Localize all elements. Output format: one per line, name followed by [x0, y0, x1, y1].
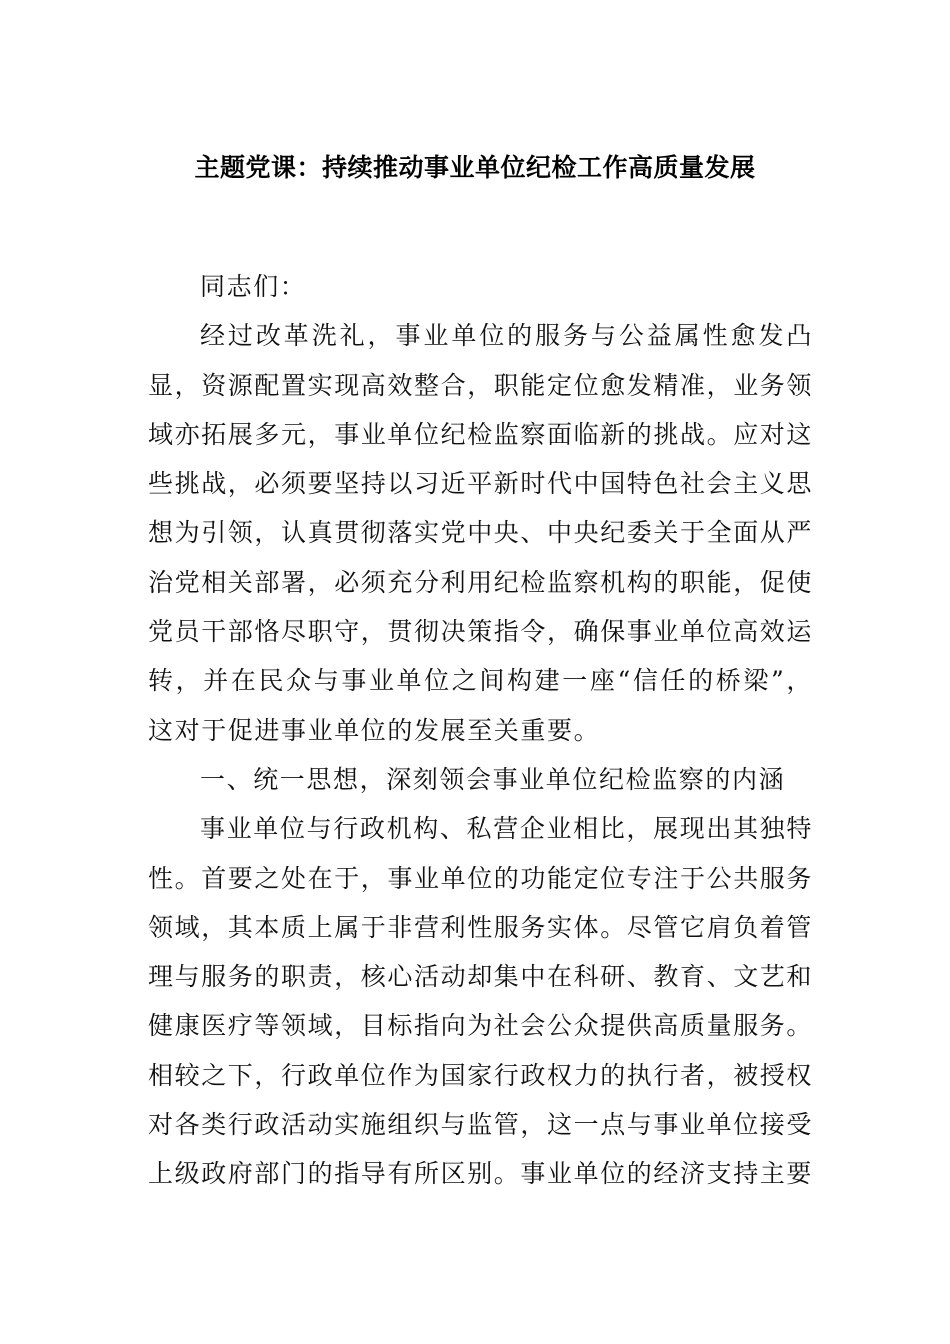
document-title: 主题党课：持续推动事业单位纪检工作高质量发展: [194, 153, 756, 182]
salutation-paragraph: 同志们：: [200, 272, 307, 301]
section-heading-1: 一、统一思想，深刻领会事业单位纪检监察的内涵: [200, 764, 786, 794]
document-body: [148, 262, 813, 1199]
section-1-paragraph: 事业单位与行政机构、私营企业相比，展现出其独特性。首要之处在于，事业单位的功能定位专注于公共服务领域，其本质上属于非营利性服务实体。尽管它肩负着管理与服务的职责，核心活动却集中在科研、教育、文艺和健康医疗等领域，目标指向为社会公众提供高质量服务。相较之下，行政单位作为国家行政权力的执行者，被授权对各类行政活动实施组织与监管，这一点与事业单位接受上级政府部门的指导有所区别。事业单位的经济支持主要: [148, 814, 814, 1189]
intro-paragraph: 经过改革洗礼，事业单位的服务与公益属性愈发凸显，资源配置实现高效整合，职能定位愈发精准，业务领域亦拓展多元，事业单位纪检监察面临新的挑战。应对这些挑战，必须要坚持以习近平新时代中国特色社会主义思想为引领，认真贯彻落实党中央、中央纪委关于全面从严治党相关部署，必须充分利用纪检监察机构的职能，促使党员干部恪尽职守，贯彻决策指令，确保事业单位高效运转，并在民众与事业单位之间构建一座“信任的桥梁”，这对于促进事业单位的发展至关重要。: [148, 321, 814, 745]
